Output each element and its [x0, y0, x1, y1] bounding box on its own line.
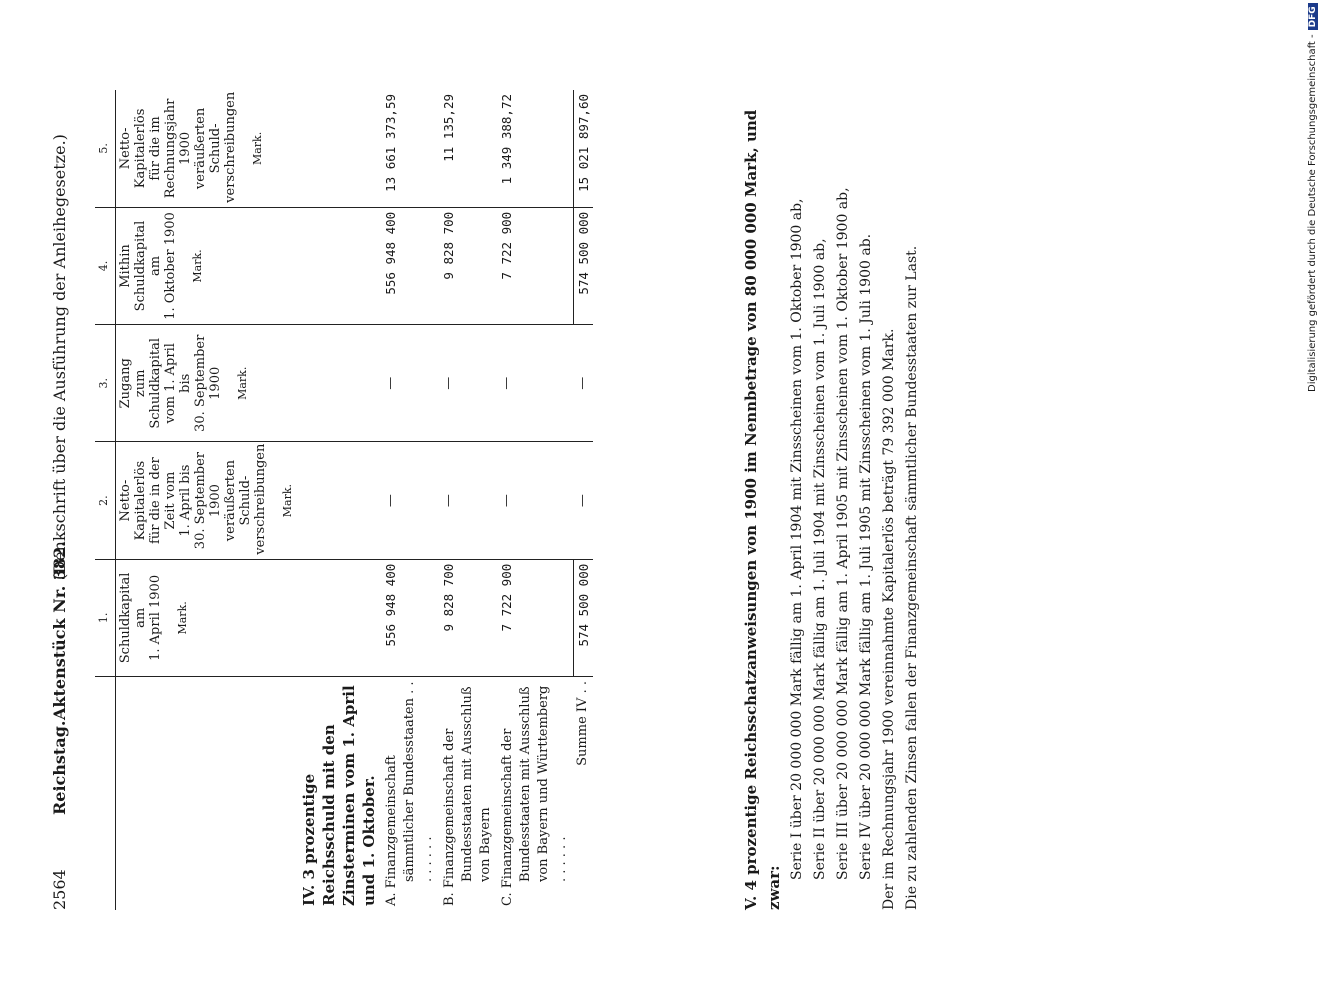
document-title: (Denkschrift über die Ausführung der Anleihegesetze.) [50, 134, 69, 580]
column-header-line: am [133, 607, 148, 628]
column-header-line: Netto- [118, 479, 133, 522]
column-header-line: Kapitalerlös [133, 108, 148, 189]
column-header-line: Schuldkapital [148, 337, 163, 429]
sum-c3: — [573, 325, 593, 442]
cell-c2: — [381, 442, 439, 559]
column-header-4 [116, 207, 298, 324]
column-header-line: verschreibungen [223, 91, 238, 203]
page-header [50, 60, 80, 910]
column-header-line: vom 1. April [163, 343, 178, 424]
column-header-line: für die in der [148, 457, 163, 544]
column-header-line: Zugang [118, 358, 133, 409]
row-label: C. Finanzgemeinschaft der Bundesstaaten mit Ausschluß von Bayern und Württemberg . . . . . . [500, 685, 569, 906]
column-number: 5. [95, 90, 116, 207]
cell-c3: — [439, 325, 497, 442]
header-lines [118, 564, 163, 672]
cell-c5: 11 135,29 [439, 90, 497, 207]
column-header-line: 30. September [193, 451, 208, 550]
unit-label: Mark. [251, 131, 264, 166]
digitization-text: Digitalisierung gefördert durch die Deutsche Forschungsgemeinschaft - [1307, 34, 1318, 392]
series-line: Serie IV über 20 000 000 Mark fällig am 1. Juli 1905 mit Zinsscheinen vom 1. Juli 1900 ab. [858, 233, 874, 880]
section-iv-title: IV. 3 prozentige Reichsschuld mit den Zinsterminen vom 1. April und 1. Oktober. [300, 685, 378, 906]
column-header-3 [116, 325, 298, 442]
column-number: 2. [95, 442, 116, 559]
column-header-2 [116, 442, 298, 559]
page-number: 2564 [50, 869, 69, 910]
column-header-line: 1900 [208, 366, 223, 400]
table-row [381, 90, 439, 910]
column-header-line: bis [178, 373, 193, 393]
table-row [439, 90, 497, 910]
column-header-line: 1. April bis [178, 464, 193, 537]
header-lines [118, 212, 178, 320]
row-label: A. Finanzgemeinschaft sämmtlicher Bundesstaaten . . . . . . . . [384, 681, 435, 906]
column-header-line: Schuld- [238, 475, 253, 526]
column-header-line: Netto- [118, 127, 133, 170]
column-number: 4. [95, 207, 116, 324]
column-header-line: am [148, 255, 163, 277]
sum-row [573, 90, 593, 910]
column-number: 3. [95, 325, 116, 442]
cell-c4: 556 948 400 [381, 207, 439, 324]
column-header-row [116, 90, 298, 910]
cell-c3: — [381, 325, 439, 442]
cell-c1: 556 948 400 [381, 559, 439, 676]
column-header-line: zum [133, 369, 148, 398]
sum-c5: 15 021 897,60 [573, 90, 593, 207]
sum-c1: 574 500 000 [573, 559, 593, 676]
cell-c1: 7 722 900 [497, 559, 573, 676]
dfg-logo: DFG [1308, 3, 1318, 30]
unit-label: Mark. [176, 601, 189, 635]
note-line: Der im Rechnungsjahr 1900 vereinnahmte Kapitalerlös beträgt 79 392 000 Mark. [881, 328, 897, 910]
sum-c2: — [573, 442, 593, 559]
section-iv-title-row [297, 90, 381, 910]
cell-c1: 9 828 700 [439, 559, 497, 676]
cell-c2: — [439, 442, 497, 559]
column-header-line: Mithin [118, 244, 133, 288]
column-number-blank [95, 677, 116, 910]
column-header-line: Schuldkapital [118, 572, 133, 664]
sum-label: Summe IV . . [575, 681, 590, 766]
rotated-page-content [50, 60, 930, 910]
column-header-line: Kapitalerlös [133, 460, 148, 541]
cell-c3: — [497, 325, 573, 442]
column-header-1 [116, 559, 298, 676]
series-line: Serie II über 20 000 000 Mark fällig am 1. Juli 1904 mit Zinsscheinen vom 1. Juli 1900 ab, [812, 238, 828, 880]
cell-c2: — [497, 442, 573, 559]
cell-c4: 7 722 900 [497, 207, 573, 324]
cell-c4: 9 828 700 [439, 207, 497, 324]
row-label: B. Finanzgemeinschaft der Bundesstaaten mit Ausschluß von Bayern [442, 686, 493, 906]
header-lines [118, 91, 238, 203]
header-lines [118, 443, 268, 555]
unit-label: Mark. [191, 249, 204, 283]
running-title: Reichstag. [50, 720, 69, 815]
section-v-title: V. 4 prozentige Reichsschatzanweisungen von 1900 im Nennbetrage von 80 000 000 Mark, und zwar: [742, 109, 783, 910]
column-header-line: Schuldkapital [133, 220, 148, 312]
header-lines [118, 329, 223, 437]
column-header-line: Zeit vom [163, 471, 178, 530]
document-number: Aktenstück Nr. 382. [50, 541, 69, 720]
unit-label: Mark. [236, 366, 249, 400]
digitization-note [1307, 6, 1318, 392]
column-header-line: 1900 [178, 131, 193, 165]
table-row [497, 90, 573, 910]
column-number-row [95, 90, 116, 910]
column-header-line: veräußerten [223, 459, 238, 542]
series-line: Serie I über 20 000 000 Mark fällig am 1. April 1904 mit Zinsscheinen vom 1. Oktober 1900 ab, [789, 198, 805, 880]
column-header-line: für die im [148, 116, 163, 181]
column-header-blank [116, 677, 298, 910]
debt-table [95, 90, 593, 910]
unit-label: Mark. [281, 483, 294, 518]
column-number: 1. [95, 559, 116, 676]
sum-c4: 574 500 000 [573, 207, 593, 324]
column-header-line: Rechnungsjahr [163, 98, 178, 199]
column-header-line: 1. April 1900 [148, 574, 163, 661]
column-header-line: verschreibungen [253, 443, 268, 555]
note-line: Die zu zahlenden Zinsen fallen der Finanzgemeinschaft sämmtlicher Bundesstaaten zur Last. [904, 245, 920, 910]
column-header-line: 30. September [193, 334, 208, 432]
section-v [740, 70, 924, 910]
column-header-line: Schuld- [208, 123, 223, 174]
cell-c5: 13 661 373,59 [381, 90, 439, 207]
column-header-line: 1. Oktober 1900 [163, 212, 178, 320]
column-header-line: veräußerten [193, 107, 208, 190]
cell-c5: 1 349 388,72 [497, 90, 573, 207]
series-line: Serie III über 20 000 000 Mark fällig am 1. April 1905 mit Zinsscheinen vom 1. Oktober 1900 ab, [835, 187, 851, 880]
column-header-line: 1900 [208, 484, 223, 518]
column-header-5 [116, 90, 298, 207]
